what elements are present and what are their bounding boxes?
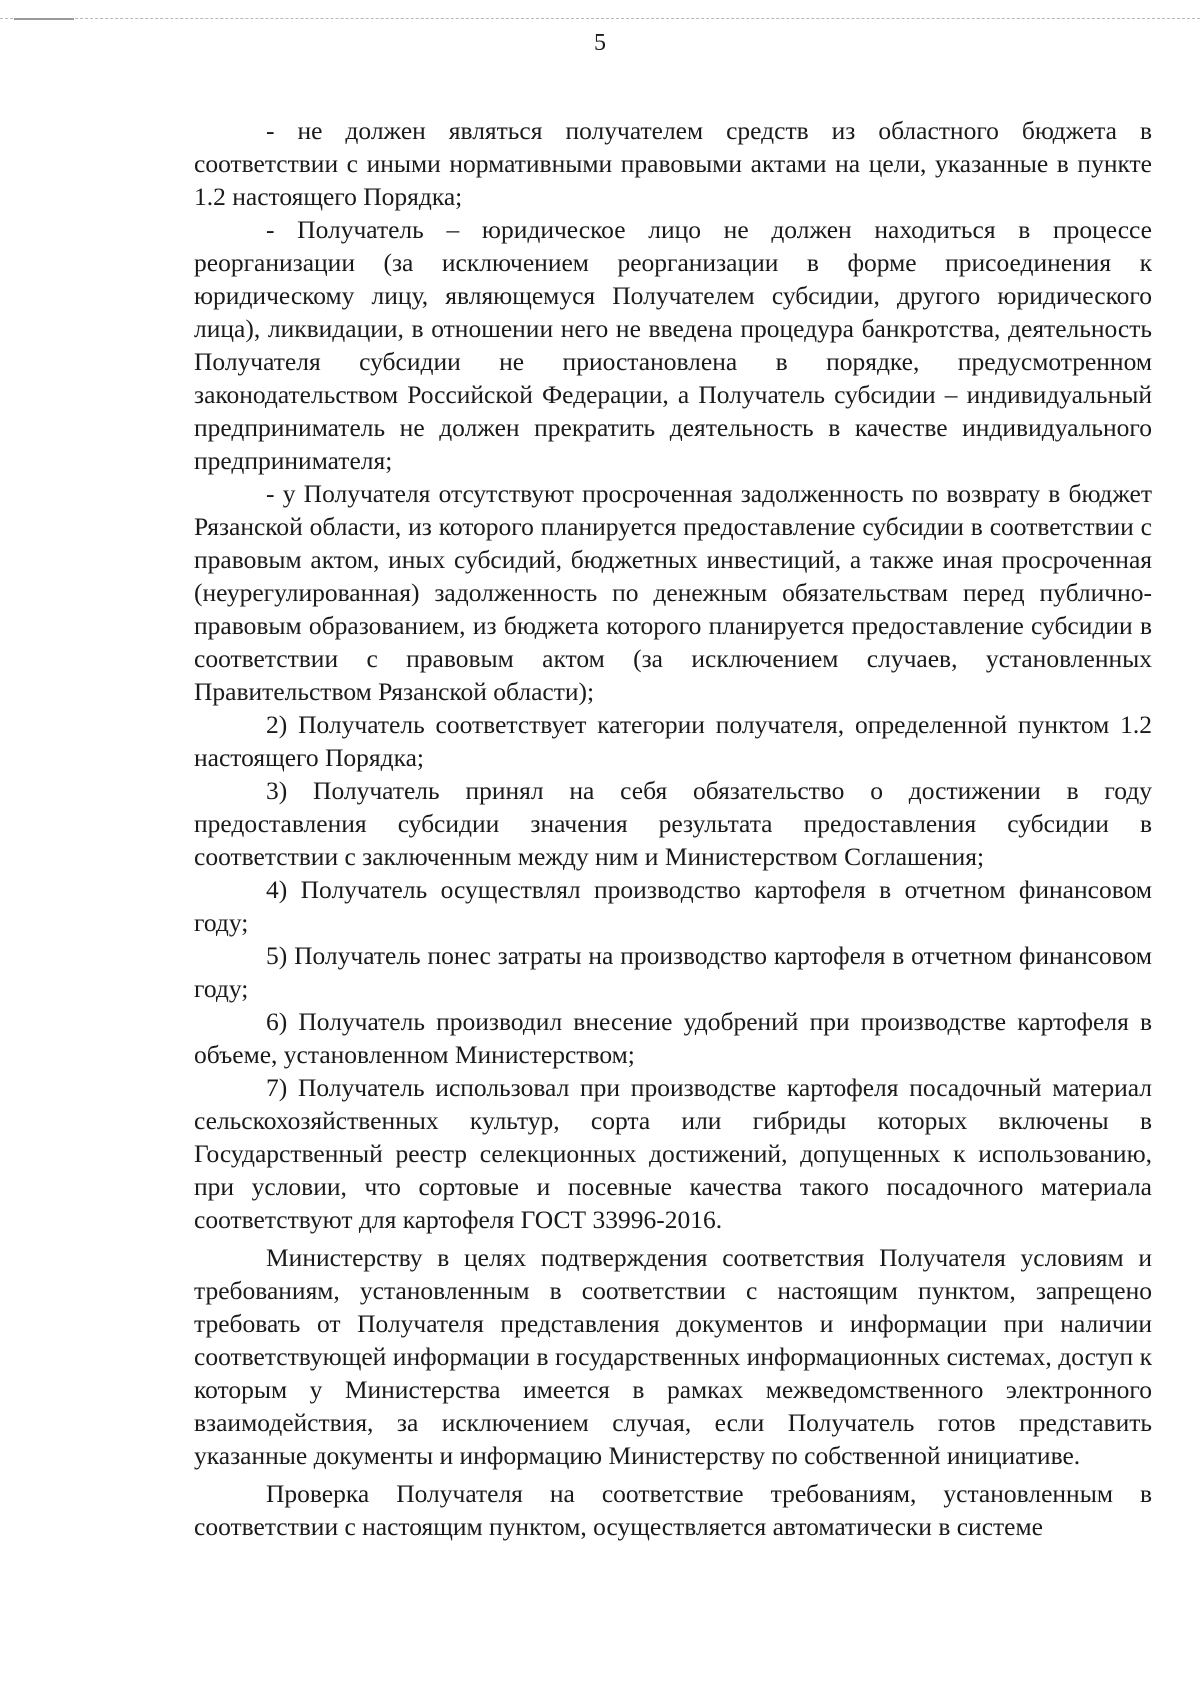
paragraph-item-3: 3) Получатель принял на себя обязательство о достижении в году предоставления субсидии значения результата предоставления субсидии в соответствии с заключенным между ним и Министерством Соглашения; [194,776,1152,871]
paragraph-budget-recipient: - не должен являться получателем средств из областного бюджета в соответствии с иными нормативными правовыми актами на цели, указанные в пункте 1.2 настоящего Порядка; [194,116,1152,211]
paragraph-item-7: 7) Получатель использовал при производстве картофеля посадочный материал сельскохозяйственных культур, сорта или гибриды которых включены в Государственный реестр селекционных достижений, допущенных к использованию, при условии, что сортовые и посевные качества такого посадочного материала соответствуют для картофеля ГОСТ 33996-2016. [194,1073,1152,1234]
paragraph-item-2: 2) Получатель соответствует категории получателя, определенной пунктом 1.2 настоящего Порядка; [194,710,1152,772]
paragraph-overdue-debt: - у Получателя отсутствуют просроченная задолженность по возврату в бюджет Рязанской области, из которого планируется предоставление субсидии в соответствии с правовым актом, иных субсидий, бюджетных инвестиций, а также иная просроченная (неурегулированная) задолженность по денежным обязательствам перед публично-правовым образованием, из бюджета которого планируется предоставление субсидии в соответствии с правовым актом (за исключением случаев, установленных Правительством Рязанской области); [194,479,1152,706]
scan-corner-mark [14,18,74,24]
document-body [194,114,1152,1543]
paragraph-reorganization: - Получатель – юридическое лицо не должен находиться в процессе реорганизации (за исключением реорганизации в форме присоединения к юридическому лицу, являющемуся Получателем субсидии, другого юридического лица), ликвидации, в отношении него не введена процедура банкротства, деятельность Получателя субсидии не приостановлена в порядке, предусмотренном законодательством Российской Федерации, а Получатель субсидии – индивидуальный предприниматель не должен прекратить деятельность в качестве индивидуального предпринимателя; [194,215,1152,475]
paragraph-ministry-documents: Министерству в целях подтверждения соответствия Получателя условиям и требованиям, установленным в соответствии с настоящим пунктом, запрещено требовать от Получателя представления документов и информации при наличии соответствующей информации в государственных информационных системах, доступ к которым у Министерства имеется в рамках межведомственного электронного взаимодействия, за исключением случая, если Получатель готов представить указанные документы и информацию Министерству по собственной инициативе. [194,1243,1152,1470]
paragraph-item-6: 6) Получатель производил внесение удобрений при производстве картофеля в объеме, установленном Министерством; [194,1007,1152,1069]
paragraph-item-4: 4) Получатель осуществлял производство картофеля в отчетном финансовом году; [194,875,1152,937]
scan-edge-line [0,18,1200,19]
page-number: 5 [594,30,606,56]
paragraph-automatic-check: Проверка Получателя на соответствие требованиям, установленным в соответствии с настоящим пунктом, осуществляется автоматически в системе [194,1479,1152,1541]
paragraph-item-5: 5) Получатель понес затраты на производство картофеля в отчетном финансовом году; [194,941,1152,1003]
